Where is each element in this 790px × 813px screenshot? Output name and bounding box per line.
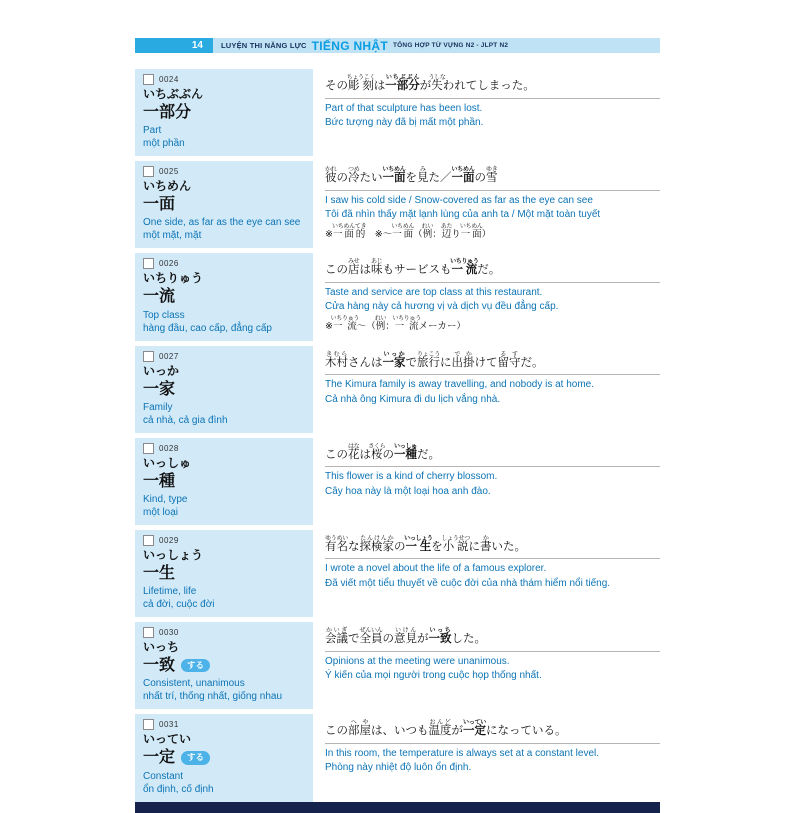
- example-sentence: 有名ゆうめいな探検家たんけんかの一生いっしょうを小説しょうせつに書かいた。: [325, 532, 660, 560]
- vocab-entry: [135, 253, 660, 340]
- entry-kanji: 一面: [143, 196, 176, 214]
- entry-id-row: [143, 443, 305, 454]
- entry-kana: いちりゅう: [143, 271, 204, 286]
- entry-kana: いちぶぶん: [143, 87, 204, 101]
- translation-vi: Bức tượng này đã bị mất một phần.: [325, 117, 484, 129]
- entry-kana: いってい: [143, 732, 192, 747]
- entry-kanji-row: [143, 103, 305, 122]
- translation-en: Taste and service are top class at this restaurant.: [325, 286, 543, 298]
- entry-headword-cell: [135, 346, 313, 433]
- entry-meaning-en: Top class: [143, 309, 185, 321]
- entry-kanji-row: [143, 472, 305, 491]
- entry-meaning-en: Part: [143, 125, 162, 137]
- entry-id-row: [143, 166, 305, 177]
- translation-en: I wrote a novel about the life of a famous explorer.: [325, 563, 547, 575]
- entry-number: 0027: [159, 351, 179, 361]
- suru-badge: する: [181, 751, 210, 765]
- entry-kanji-row: [143, 195, 305, 214]
- entry-number: 0030: [159, 628, 179, 638]
- entry-checkbox[interactable]: [143, 719, 154, 730]
- entry-meaning-en: Kind, type: [143, 493, 188, 505]
- translation-en: The Kimura family is away travelling, and nobody is at home.: [325, 379, 595, 391]
- translation-vi: Cây hoa này là một loại hoa anh đào.: [325, 485, 491, 497]
- entry-number: 0026: [159, 259, 179, 269]
- usage-note: ※一面的いちめんてき ※〜一面いちめん（例れい：辺あたり一面いちめん）: [325, 223, 492, 240]
- title-prefix: LUYỆN THI NĂNG LỰC: [221, 41, 307, 50]
- translation-en: This flower is a kind of cherry blossom.: [325, 471, 498, 483]
- translation-en: In this room, the temperature is always set at a constant level.: [325, 747, 600, 759]
- entry-checkbox[interactable]: [143, 627, 154, 638]
- entry-meaning-vi: ổn định, cố định: [143, 783, 214, 795]
- translation-en: Opinions at the meeting were unanimous.: [325, 655, 510, 667]
- example-sentence: 会議かいぎで全員ぜんいんの意見いけんが一致いっちした。: [325, 624, 660, 652]
- entry-headword-cell: [135, 161, 313, 248]
- translation-vi: Đã viết một tiểu thuyết về cuộc đời của nhà thám hiểm nổi tiếng.: [325, 577, 611, 589]
- entry-checkbox[interactable]: [143, 258, 154, 269]
- suru-badge: する: [181, 659, 210, 673]
- translation-en: Part of that sculpture has been lost.: [325, 102, 483, 114]
- entry-meaning-vi: một phần: [143, 138, 185, 150]
- example-sentence: この花はなは桜さくらの一種いっしゅだ。: [325, 440, 660, 468]
- entry-number: 0031: [159, 720, 179, 730]
- entry-meaning-vi: cả đời, cuộc đời: [143, 599, 215, 611]
- entry-meaning-en: Constant: [143, 770, 184, 782]
- entry-kanji: 一流: [143, 288, 176, 306]
- entry-kanji-row: [143, 748, 305, 767]
- title-highlight: TIẾNG NHẬT: [311, 38, 388, 53]
- entry-kana: いっか: [143, 363, 180, 378]
- entry-headword-cell: [135, 530, 313, 617]
- entry-example-cell: [313, 438, 660, 525]
- vocab-entry: [135, 438, 660, 525]
- entry-kanji-row: [143, 380, 305, 399]
- translation-vi: Cả nhà ông Kimura đi du lịch vắng nhà.: [325, 393, 501, 405]
- entry-meaning-vi: một mặt, mặt: [143, 230, 202, 242]
- vocab-entry: [135, 530, 660, 617]
- entry-kana: いちめん: [143, 179, 192, 194]
- entry-number: 0028: [159, 443, 179, 453]
- entry-kanji-row: [143, 287, 305, 306]
- entry-number: 0029: [159, 535, 179, 545]
- entry-example-cell: [313, 714, 660, 801]
- entry-meaning-en: Lifetime, life: [143, 586, 197, 598]
- entry-kanji: 一生: [143, 564, 176, 582]
- example-sentence: この部屋へやは、いつも温度おんどが一定いっていになっている。: [325, 716, 660, 744]
- entry-example-cell: [313, 346, 660, 433]
- entry-list: [135, 69, 660, 802]
- entry-kanji: 一定: [143, 749, 176, 767]
- vocab-entry: [135, 622, 660, 709]
- entry-example-cell: [313, 530, 660, 617]
- vocab-entry: [135, 69, 660, 156]
- book-title: [213, 38, 508, 53]
- translation-en: I saw his cold side / Snow-covered as far as the eye can see: [325, 194, 593, 206]
- entry-headword-cell: [135, 69, 313, 156]
- entry-id-row: [143, 627, 305, 638]
- entry-meaning-vi: một loại: [143, 506, 179, 518]
- entry-id-row: [143, 535, 305, 546]
- example-sentence: 木村きむらさんは一家いっかで旅行りょこうに出掛でかけて留守るすだ。: [325, 348, 660, 376]
- page-number: 14: [135, 38, 213, 53]
- vocab-entry: [135, 714, 660, 801]
- entry-kanji: 一種: [143, 472, 176, 490]
- vocab-entry: [135, 161, 660, 248]
- entry-meaning-vi: hàng đầu, cao cấp, đẳng cấp: [143, 322, 272, 334]
- entry-id-row: [143, 351, 305, 362]
- translation-vi: Phòng này nhiệt độ luôn ổn định.: [325, 762, 472, 774]
- entry-headword-cell: [135, 622, 313, 709]
- entry-checkbox[interactable]: [143, 74, 154, 85]
- entry-meaning-vi: nhất trí, thống nhất, giống nhau: [143, 691, 282, 703]
- example-sentence: この店みせは味あじもサービスも一流いちりゅうだ。: [325, 255, 660, 283]
- entry-example-cell: [313, 161, 660, 248]
- entry-id-row: [143, 258, 305, 269]
- example-sentence: その彫刻ちょうこくは一部分いちぶぶんが失うしなわれてしまった。: [325, 71, 660, 99]
- title-suffix: TỔNG HỢP TỪ VỰNG N2 - JLPT N2: [393, 42, 509, 49]
- entry-kana: いっしょう: [143, 547, 204, 562]
- entry-kana: いっしゅ: [143, 455, 192, 470]
- footer-bar: [135, 802, 660, 813]
- entry-meaning-vi: cả nhà, cả gia đình: [143, 414, 228, 426]
- entry-kanji-row: [143, 564, 305, 583]
- page-header: [135, 38, 660, 53]
- entry-headword-cell: [135, 714, 313, 801]
- entry-kana: いっち: [143, 640, 180, 655]
- entry-number: 0025: [159, 167, 179, 177]
- entry-number: 0024: [159, 75, 179, 84]
- entry-kanji: 一致: [143, 657, 176, 675]
- entry-meaning-en: One side, as far as the eye can see: [143, 217, 301, 229]
- example-sentence: 彼かれの冷つめたい一面いちめんを見みた／一面いちめんの雪ゆき: [325, 163, 660, 191]
- entry-example-cell: [313, 253, 660, 340]
- entry-example-cell: [313, 622, 660, 709]
- entry-meaning-en: Consistent, unanimous: [143, 678, 245, 690]
- entry-checkbox[interactable]: [143, 166, 154, 177]
- entry-headword-cell: [135, 438, 313, 525]
- translation-vi: Tôi đã nhìn thấy mặt lạnh lùng của anh ta / Một mặt toàn tuyết: [325, 209, 601, 221]
- translation-vi: Ý kiến của mọi người trong cuộc họp thống nhất.: [325, 670, 542, 682]
- entry-id-row: [143, 74, 305, 85]
- entry-headword-cell: [135, 253, 313, 340]
- entry-kanji: 一部分: [143, 104, 192, 121]
- entry-checkbox[interactable]: [143, 535, 154, 546]
- entry-checkbox[interactable]: [143, 443, 154, 454]
- entry-kanji-row: [143, 656, 305, 675]
- vocab-entry: [135, 346, 660, 433]
- entry-example-cell: [313, 69, 660, 156]
- usage-note: ※一流いちりゅう〜（例れい：一流いちりゅうメーカー）: [325, 315, 466, 332]
- entry-meaning-en: Family: [143, 401, 173, 413]
- translation-vi: Cửa hàng này cả hương vị và dịch vụ đều đẳng cấp.: [325, 301, 559, 313]
- entry-kanji: 一家: [143, 380, 176, 398]
- entry-checkbox[interactable]: [143, 351, 154, 362]
- entry-id-row: [143, 719, 305, 730]
